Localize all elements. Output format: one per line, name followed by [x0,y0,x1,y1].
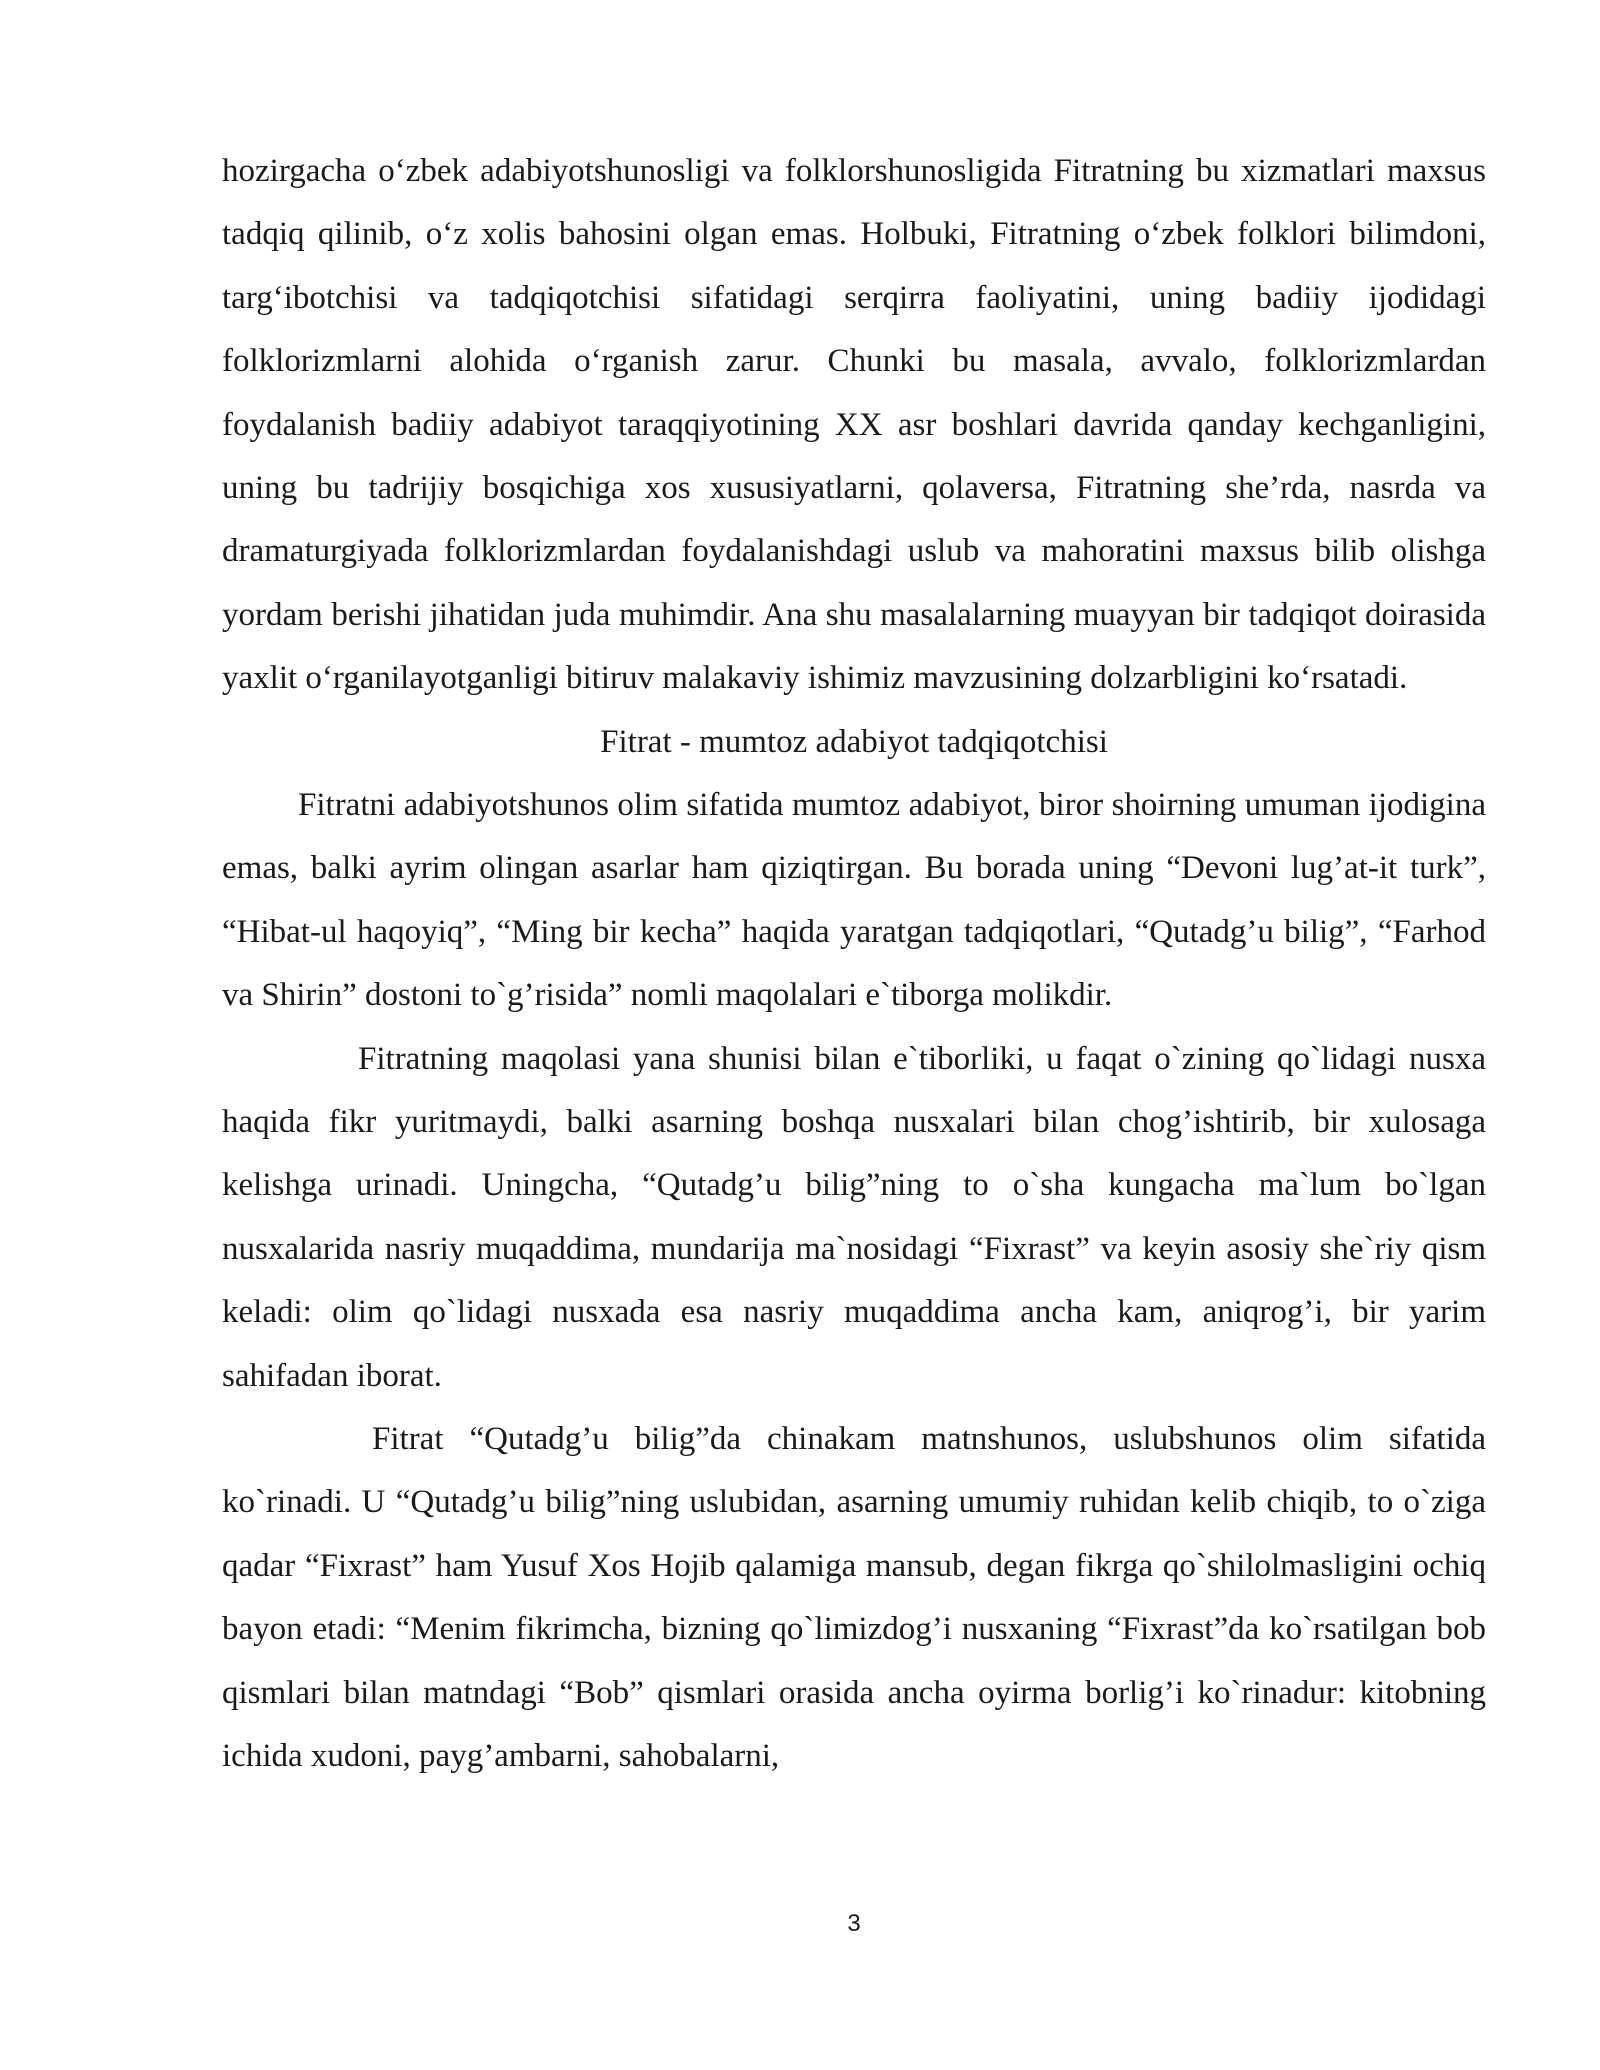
section-heading: Fitrat - mumtoz adabiyot tadqiqotchisi [600,723,1108,760]
page-number: 3 [847,1910,861,1937]
body-paragraph-3: Fitrat “Qutadg’u bilig”da chinakam matnshunos, uslubshunos olim sifatida ko`rinadi. U “Qutadg’u bilig”ning uslubidan, asarning umumiy ruhidan kelib chiqib, to o`ziga qadar “Fixrast” ham Yusuf Xos Hojib qalamiga mansub, degan fikrga qo`shilolmasligini ochiq bayon etadi: “Menim fikrimcha, bizning qo`limizdog’i nusxaning “Fixrast”da ko`rsatilgan bob qismlari bilan matndagi “Bob” qismlari orasida ancha oyirma borlig’i ko`rinadur: kitobning ichida xudoni, payg’ambarni, sahobalarni, [222,1421,1486,1775]
body-paragraph-1: Fitratni adabiyotshunos olim sifatida mumtoz adabiyot, biror shoirning umuman ijodigina emas, balki ayrim olingan asarlar ham qiziqtirgan. Bu borada uning “Devoni lug’at-it turk”, “Hibat-ul haqoyiq”, “Ming bir kecha” haqida yaratgan tadqiqotlari, “Qutadg’u bilig”, “Farhod va Shirin” dostoni to`g’risida” nomli maqolalari e`tiborga molikdir. [222,787,1486,1014]
intro-text-block [222,140,1486,774]
intro-paragraph: hozirgacha o‘zbek adabiyotshunosligi va folklorshunosligida Fitratning bu xizmatlari maxsus tadqiq qilinib, o‘z xolis bahosini olgan emas. Holbuki, Fitratning o‘zbek folklori bilimdoni, targ‘ibotchisi va tadqiqotchisi sifatidagi serqirra faoliyatini, uning badiiy ijodidagi folklorizmlarni alohida o‘rganish zarur. Chunki bu masala, avvalo, folklorizmlardan foydalanish badiiy adabiyot taraqqiyotining XX asr boshlari davrida qanday kechganligini, uning bu tadrijiy bosqichiga xos xususiyatlarni, qolaversa, Fitratning she’rda, nasrda va dramaturgiyada folklorizmlardan foydalanishdagi uslub va mahoratini maxsus bilib olishga yordam berishi jihatidan juda muhimdir. Ana shu masalalarning muayyan bir tadqiqot doirasida yaxlit o‘rganilayotganligi bitiruv malakaviy ishimiz mavzusining dolzarbligini ko‘rsatadi. [222,153,1486,697]
body-paragraph-2: Fitratning maqolasi yana shunisi bilan e`tiborliki, u faqat o`zining qo`lidagi nusxa haqida fikr yuritmaydi, balki asarning boshqa nusxalari bilan chog’ishtirib, bir xulosaga kelishga urinadi. Uningcha, “Qutadg’u bilig”ning to o`sha kungacha ma`lum bo`lgan nusxalarida nasriy muqaddima, mundarija ma`nosidagi “Fixrast” va keyin asosiy she`riy qism keladi: olim qo`lidagi nusxada esa nasriy muqaddima ancha kam, aniqrog’i, bir yarim sahifadan iborat. [222,1040,1486,1394]
body-text-block [222,774,1486,1789]
